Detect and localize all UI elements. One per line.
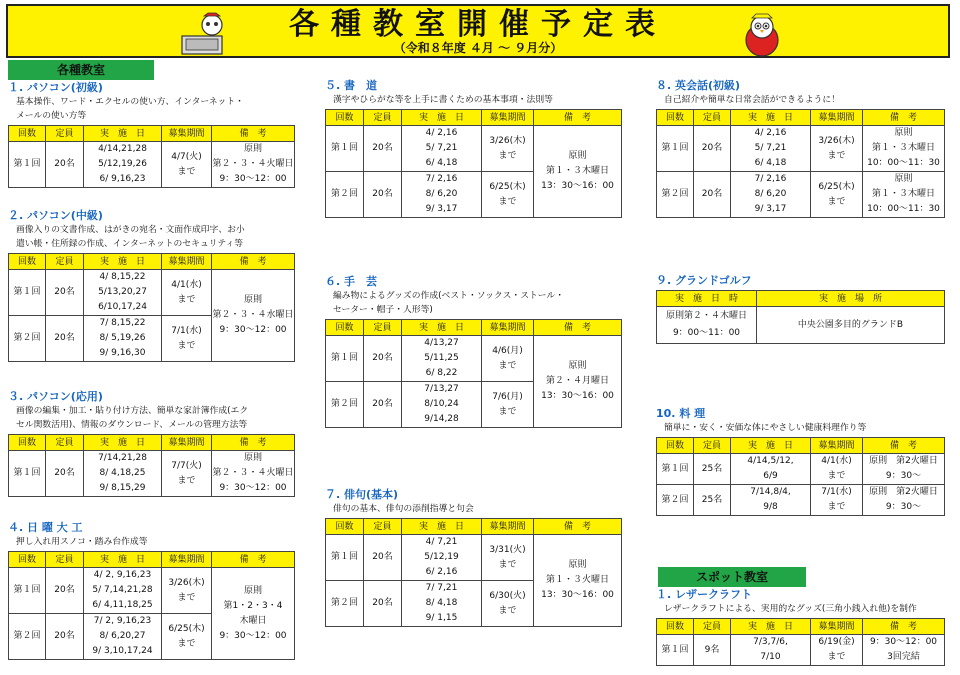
col-header: 募集期間 [482,519,534,535]
class-title: ３. パソコン(応用) [8,390,103,403]
session-count: 第２回 [326,172,364,218]
period-cell: 4/1(水) まで [811,454,863,485]
dates-cell: 4/14,5/12, 6/9 [731,454,811,485]
dates-cell: 4/ 2, 9,16,23 5/ 7,14,21,28 6/ 4,11,18,25 [84,568,162,614]
dates-cell: 4/ 2,16 5/ 7,21 6/ 4,18 [402,126,482,172]
class-desc: メールの使い方等 [16,111,87,121]
period-cell: 7/1(水) まで [811,485,863,516]
schedule-table [656,437,945,516]
section-label-spot: スポット教室 [658,567,806,587]
section-label-general: 各種教室 [8,60,154,80]
session-count: 第２回 [326,382,364,428]
schedule-table [8,125,295,188]
capacity: 20名 [46,568,84,614]
period-cell: 6/19(金) まで [811,635,863,666]
col-header: 回数 [9,126,46,142]
dates-cell: 7/14,8/4, 9/8 [731,485,811,516]
period-cell: 3/26(木) まで [482,126,534,172]
table-row [657,307,945,344]
dates-cell: 7/ 2,16 8/ 6,20 9/ 3,17 [402,172,482,218]
capacity: 20名 [364,535,402,581]
col-header: 定員 [694,438,731,454]
col-header: 募集期間 [162,552,212,568]
col-header: 募集期間 [811,110,863,126]
col-header: 回数 [9,552,46,568]
capacity: 25名 [694,485,731,516]
notes-cell: 原則 第２・３・４水曜日 9：30～12：00 [212,270,295,362]
session-count: 第１回 [9,568,46,614]
class-haiku [325,487,621,627]
col-header: 回数 [657,619,694,635]
period-cell: 3/26(木) まで [162,568,212,614]
session-count: 第１回 [9,451,46,497]
table-row [9,270,295,316]
class-desc: レザークラフトによる、実用的なグッズ(三角小銭入れ他)を制作 [664,604,917,614]
col-header: 備 考 [534,110,622,126]
col-header: 備 考 [863,438,945,454]
col-header: 募集期間 [162,126,212,142]
header-banner [6,4,950,58]
class-desc: 俳句の基本、俳句の添削指導と句会 [333,504,474,514]
col-header: 回数 [326,110,364,126]
class-desc: 画像の編集・加工・貼り付け方法、簡単な家計簿作成(エク [16,406,249,416]
class-ground-golf [656,273,944,344]
dates-cell: 4/14,21,28 5/12,19,26 6/ 9,16,23 [84,142,162,188]
class-pc-basic [8,80,294,188]
session-count: 第２回 [657,485,694,516]
notes-cell: 原則 第2火曜日 9：30～ [863,485,945,516]
table-row [657,635,945,666]
col-header: 実 施 日 [402,519,482,535]
capacity: 9名 [694,635,731,666]
session-count: 第２回 [657,172,694,218]
class-title: ６. 手 芸 [325,275,378,288]
capacity: 20名 [46,270,84,316]
class-desc: セーター・帽子・人形等) [333,305,433,315]
col-header: 回数 [9,435,46,451]
period-cell: 6/30(火) まで [482,581,534,627]
class-title: 10. 料 理 [656,407,706,420]
capacity: 20名 [364,126,402,172]
notes-cell: 原則 第２・４月曜日 13：30～16：00 [534,336,622,428]
datetime-cell: 原則第２・４木曜日 9：00～11：00 [657,307,757,344]
class-title: ８. 英会話(初級) [656,79,741,92]
session-count: 第１回 [326,126,364,172]
class-desc: 画像入りの文書作成、はがきの宛名・文面作成印字、お小 [16,225,245,235]
session-count: 第２回 [326,581,364,627]
col-header: 回数 [326,519,364,535]
dates-cell: 4/ 7,21 5/12,19 6/ 2,16 [402,535,482,581]
schedule-table [325,518,622,627]
class-desc: 基本操作、ワード・エクセルの使い方、インターネット・ [16,97,244,107]
session-count: 第１回 [326,535,364,581]
class-desc: 漢字やひらがな等を上手に書くための基本事項・法則等 [333,95,553,105]
page-title: 各種教室開催予定表 [289,7,667,42]
col-header: 備 考 [212,435,295,451]
col-header: 募集期間 [482,110,534,126]
period-cell: 6/25(木) まで [482,172,534,218]
capacity: 20名 [364,336,402,382]
dates-cell: 7/ 2, 9,16,23 8/ 6,20,27 9/ 3,10,17,24 [84,614,162,660]
dates-cell: 7/ 8,15,22 8/ 5,19,26 9/ 9,16,30 [84,316,162,362]
class-desc: セル関数活用)、情報のダウンロード、メールの管理方法等 [16,420,248,430]
col-header: 備 考 [212,552,295,568]
col-header: 実 施 日 [84,435,162,451]
table-row [326,535,622,581]
period-cell: 6/25(木) まで [162,614,212,660]
dates-cell: 7/ 7,21 8/ 4,18 9/ 1,15 [402,581,482,627]
table-row [657,454,945,485]
class-title: ５. 書 道 [325,79,378,92]
period-cell: 3/26(木) まで [811,126,863,172]
table-row [326,336,622,382]
notes-cell: 原則 第１・３火曜日 13：30～16：00 [534,535,622,627]
class-english [656,78,944,218]
table-row [9,142,295,188]
dates-cell: 4/13,27 5/11,25 6/ 8,22 [402,336,482,382]
col-header: 実 施 日 [84,126,162,142]
col-header: 実 施 日 [731,438,811,454]
col-header: 備 考 [863,619,945,635]
period-cell: 3/31(火) まで [482,535,534,581]
class-crafts [325,274,621,428]
page-subtitle: （令和８年度 ４月 ～ ９月分） [393,41,563,55]
schedule-table [656,618,945,666]
notes-cell: 原則 第２・３・４火曜日 9：30～12：00 [212,142,295,188]
col-header: 募集期間 [162,254,212,270]
class-desc: 押し入れ用スノコ・踏み台作成等 [16,537,148,547]
col-header: 募集期間 [482,320,534,336]
notes-cell: 9：30～12：00 3回完結 [863,635,945,666]
session-count: 第１回 [657,635,694,666]
period-cell: 7/1(水) まで [162,316,212,362]
col-header: 備 考 [534,320,622,336]
session-count: 第２回 [9,316,46,362]
col-header: 募集期間 [811,619,863,635]
class-calligraphy [325,78,621,218]
notes-cell: 原則 第２・３・４火曜日 9：30～12：00 [212,451,295,497]
place-cell: 中央公園多目的グランドB [757,307,945,344]
capacity: 20名 [694,126,731,172]
col-header: 備 考 [534,519,622,535]
col-header: 備 考 [863,110,945,126]
period-cell: 4/7(火) まで [162,142,212,188]
notes-cell: 原則 第2火曜日 9：30～ [863,454,945,485]
table-row [326,126,622,172]
table-row [657,485,945,516]
dates-cell: 4/ 8,15,22 5/13,20,27 6/10,17,24 [84,270,162,316]
class-desc: 編み物によるグッズの作成(ベスト・ソックス・ストール・ [333,291,565,301]
capacity: 20名 [46,316,84,362]
col-header: 定員 [46,435,84,451]
schedule-table [8,434,295,497]
col-header: 回数 [657,438,694,454]
class-title: １. レザークラフト [656,588,753,601]
dates-cell: 7/13,27 8/10,24 9/14,28 [402,382,482,428]
dates-cell: 7/ 2,16 8/ 6,20 9/ 3,17 [731,172,811,218]
schedule-table [8,253,295,362]
col-header: 定員 [364,110,402,126]
class-leathercraft [656,587,944,666]
class-diy [8,520,294,660]
col-header: 実 施 日 [402,320,482,336]
table-row [9,568,295,614]
class-title: ４. 日 曜 大 工 [8,521,83,534]
capacity: 25名 [694,454,731,485]
capacity: 20名 [694,172,731,218]
class-pc-mid [8,208,294,362]
class-desc: 自己紹介や簡単な日常会話ができるように！ [664,95,840,105]
col-header: 実 施 日 [84,254,162,270]
notes-cell: 原則 第１・３木曜日 10：00～11：30 [863,172,945,218]
col-header: 定員 [46,126,84,142]
dates-cell: 4/ 2,16 5/ 7,21 6/ 4,18 [731,126,811,172]
table-row [657,126,945,172]
col-header: 回数 [9,254,46,270]
capacity: 20名 [364,172,402,218]
schedule-table [656,290,945,344]
class-cooking [656,406,944,516]
session-count: 第２回 [9,614,46,660]
col-header: 定員 [364,519,402,535]
class-desc: 簡単に・安く・安価な体にやさしい健康料理作り等 [664,423,867,433]
capacity: 20名 [364,382,402,428]
schedule-table [8,551,295,660]
class-title: １. パソコン(初級) [8,81,103,94]
notes-cell: 原則 第１・３木曜日 13：30～16：00 [534,126,622,218]
col-header: 実 施 場 所 [757,291,945,307]
col-header: 定員 [46,254,84,270]
dates-cell: 7/14,21,28 8/ 4,18,25 9/ 8,15,29 [84,451,162,497]
dates-cell: 7/3,7/6, 7/10 [731,635,811,666]
session-count: 第１回 [657,126,694,172]
notes-cell: 原則 第1・2・3・4 木曜日 9：30～12：00 [212,568,295,660]
col-header: 実 施 日 時 [657,291,757,307]
period-cell: 6/25(木) まで [811,172,863,218]
col-header: 回数 [657,110,694,126]
capacity: 20名 [364,581,402,627]
notes-cell: 原則 第１・３木曜日 10：00～11：30 [863,126,945,172]
session-count: 第１回 [9,142,46,188]
class-desc: 遣い帳・住所録の作成、インターネットのセキュリティ等 [16,239,244,249]
schedule-table [656,109,945,218]
period-cell: 7/6(月) まで [482,382,534,428]
col-header: 募集期間 [811,438,863,454]
col-header: 備 考 [212,254,295,270]
table-row [657,172,945,218]
table-row [9,451,295,497]
period-cell: 4/6(月) まで [482,336,534,382]
session-count: 第１回 [657,454,694,485]
owl-mascot-icon [734,12,790,58]
session-count: 第１回 [326,336,364,382]
class-title: ７. 俳句(基本) [325,488,399,501]
class-title: ９. グランドゴルフ [656,274,752,287]
class-title: ２. パソコン(中級) [8,209,103,222]
session-count: 第１回 [9,270,46,316]
col-header: 定員 [46,552,84,568]
col-header: 備 考 [212,126,295,142]
col-header: 実 施 日 [84,552,162,568]
col-header: 実 施 日 [402,110,482,126]
schedule-table [325,319,622,428]
col-header: 定員 [694,110,731,126]
col-header: 募集期間 [162,435,212,451]
capacity: 20名 [46,614,84,660]
col-header: 定員 [694,619,731,635]
period-cell: 7/7(火) まで [162,451,212,497]
schedule-table [325,109,622,218]
col-header: 定員 [364,320,402,336]
col-header: 実 施 日 [731,619,811,635]
period-cell: 4/1(水) まで [162,270,212,316]
col-header: 回数 [326,320,364,336]
col-header: 実 施 日 [731,110,811,126]
class-pc-advanced [8,389,294,497]
capacity: 20名 [46,142,84,188]
capacity: 20名 [46,451,84,497]
